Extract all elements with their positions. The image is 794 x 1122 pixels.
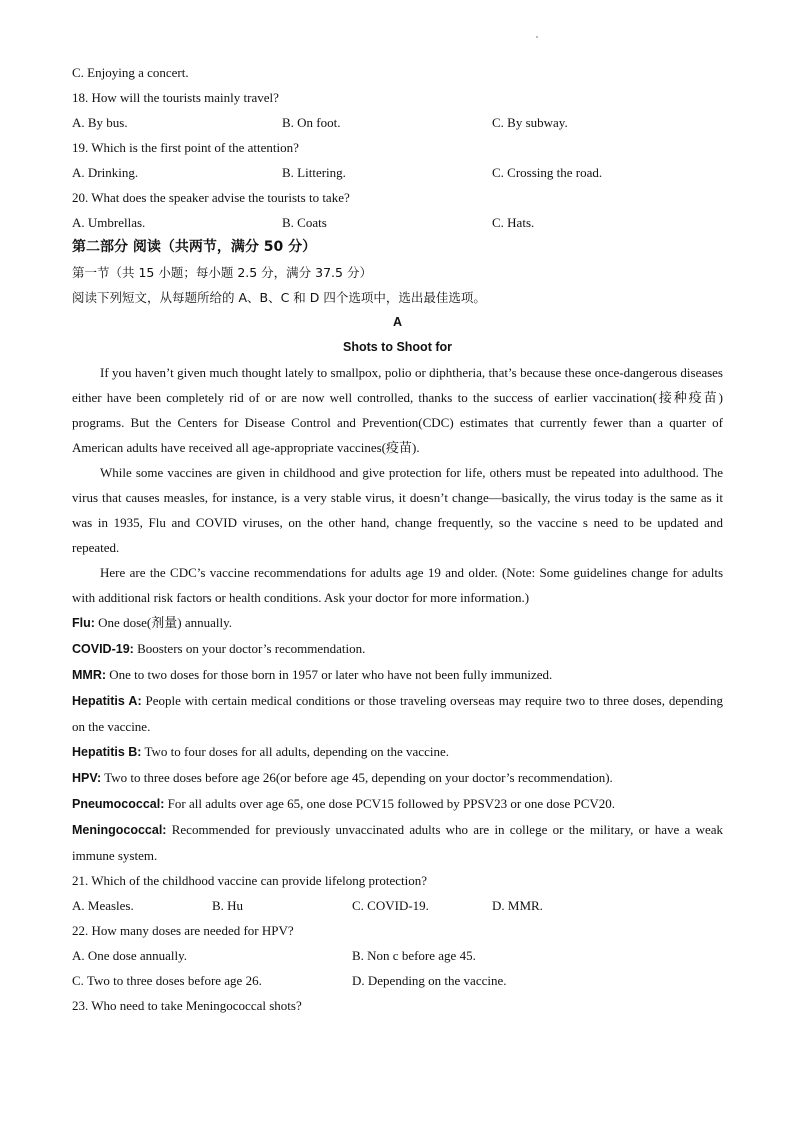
vaccine-term: Meningococcal: bbox=[72, 823, 167, 837]
q22-option-b: B. Non c before age 45. bbox=[352, 948, 476, 963]
q18-option-b: B. On foot. bbox=[282, 115, 341, 130]
question-21: 21. Which of the childhood vaccine can provide lifelong protection? bbox=[72, 873, 427, 888]
vaccine-desc: Boosters on your doctor’s recommendation. bbox=[133, 641, 366, 656]
q19-option-c: C. Crossing the road. bbox=[492, 165, 603, 180]
vaccine-item-mmr bbox=[72, 662, 723, 688]
vaccine-item-covid bbox=[72, 636, 723, 662]
page-corner-mark bbox=[536, 36, 538, 38]
vaccine-desc: One dose(剂量) annually. bbox=[94, 615, 232, 630]
question-22-options-row-2 bbox=[72, 968, 723, 993]
question-19-options bbox=[72, 160, 723, 185]
q18-option-a: A. By bus. bbox=[72, 115, 128, 130]
question-22: 22. How many doses are needed for HPV? bbox=[72, 923, 294, 938]
vaccine-term: COVID-19: bbox=[72, 642, 134, 656]
question-19: 19. Which is the first point of the attention? bbox=[72, 140, 299, 155]
question-18: 18. How will the tourists mainly travel? bbox=[72, 90, 279, 105]
q21-option-b: B. Hu bbox=[212, 898, 244, 913]
vaccine-term: Pneumococcal: bbox=[72, 797, 165, 811]
vaccine-term: Hepatitis A: bbox=[72, 694, 142, 708]
vaccine-desc: For all adults over age 65, one dose PCV15 followed by PPSV23 or one dose PCV20. bbox=[164, 796, 616, 811]
vaccine-item-hpv bbox=[72, 765, 723, 791]
passage-label: A bbox=[392, 315, 403, 329]
vaccine-item-meningococcal bbox=[72, 817, 723, 868]
exam-page bbox=[72, 60, 723, 1018]
passage-title: Shots to Shoot for bbox=[342, 340, 452, 354]
section-part-1: 第一节（共 15 小题；每小题 2.5 分，满分 37.5 分） bbox=[72, 265, 372, 280]
q19-option-b: B. Littering. bbox=[282, 165, 346, 180]
question-18-options bbox=[72, 110, 723, 135]
vaccine-desc: One to two doses for those born in 1957 or later who have not been fully immunized. bbox=[106, 667, 553, 682]
section-title: 第二部分 阅读（共两节，满分 50 分） bbox=[72, 239, 317, 255]
vaccine-term: MMR: bbox=[72, 668, 107, 682]
q19-option-a: A. Drinking. bbox=[72, 165, 139, 180]
q20-option-c: C. Hats. bbox=[492, 215, 535, 230]
q22-option-a: A. One dose annually. bbox=[72, 948, 188, 963]
passage-paragraph-2: While some vaccines are given in childhood and give protection for life, others must be repeated into adulthood. The virus that causes measles, for instance, is a very stable virus, it doesn’t change—basically, the virus today is the same as it was in 1935, Flu and COVID viruses, on the other hand, change frequently, so the vaccine s need to be updated and repeated. bbox=[72, 465, 723, 555]
passage-paragraph-1: If you haven’t given much thought lately to smallpox, polio or diphtheria, that’s because these once-dangerous diseases either have been completely rid of or are now well controlled, thanks to the success of earlier vaccination(接种疫苗) programs. But the Centers for Disease Control and Prevention(CDC) estimates that currently fewer than a quarter of American adults have received all age-appropriate vaccines(疫苗). bbox=[72, 365, 723, 455]
vaccine-item-pneumococcal bbox=[72, 791, 723, 817]
q20-option-b: B. Coats bbox=[282, 215, 327, 230]
vaccine-item-flu bbox=[72, 610, 723, 636]
q20-option-a: A. Umbrellas. bbox=[72, 215, 146, 230]
vaccine-desc: People with certain medical conditions or those traveling overseas may require two to three doses, depending on the vaccine. bbox=[72, 693, 723, 734]
q17-option-c: C. Enjoying a concert. bbox=[72, 65, 189, 80]
q21-option-d: D. MMR. bbox=[492, 898, 543, 913]
vaccine-desc: Recommended for previously unvaccinated adults who are in college or the military, or have a weak immune system. bbox=[72, 822, 723, 863]
question-21-options bbox=[72, 893, 723, 918]
question-22-options-row-1 bbox=[72, 943, 723, 968]
question-20: 20. What does the speaker advise the tourists to take? bbox=[72, 190, 350, 205]
vaccine-item-hepatitis-a bbox=[72, 688, 723, 739]
q22-option-c: C. Two to three doses before age 26. bbox=[72, 973, 262, 988]
q21-option-a: A. Measles. bbox=[72, 898, 134, 913]
vaccine-desc: Two to four doses for all adults, depending on the vaccine. bbox=[141, 744, 449, 759]
q18-option-c: C. By subway. bbox=[492, 115, 568, 130]
question-23: 23. Who need to take Meningococcal shots? bbox=[72, 998, 302, 1013]
passage-paragraph-3: Here are the CDC’s vaccine recommendations for adults age 19 and older. (Note: Some guidelines change for adults with additional risk factors or health conditions. Ask your doctor for more information.) bbox=[72, 565, 723, 605]
vaccine-term: HPV: bbox=[72, 771, 102, 785]
vaccine-term: Flu: bbox=[72, 616, 95, 630]
vaccine-term: Hepatitis B: bbox=[72, 745, 142, 759]
question-20-options bbox=[72, 210, 723, 235]
vaccine-item-hepatitis-b bbox=[72, 739, 723, 765]
vaccine-desc: Two to three doses before age 26(or before age 45, depending on your doctor’s recommendation). bbox=[101, 770, 613, 785]
section-instruction: 阅读下列短文，从每题所给的 A、B、C 和 D 四个选项中，选出最佳选项。 bbox=[72, 290, 486, 305]
q22-option-d: D. Depending on the vaccine. bbox=[352, 973, 507, 988]
q21-option-c: C. COVID-19. bbox=[352, 898, 429, 913]
